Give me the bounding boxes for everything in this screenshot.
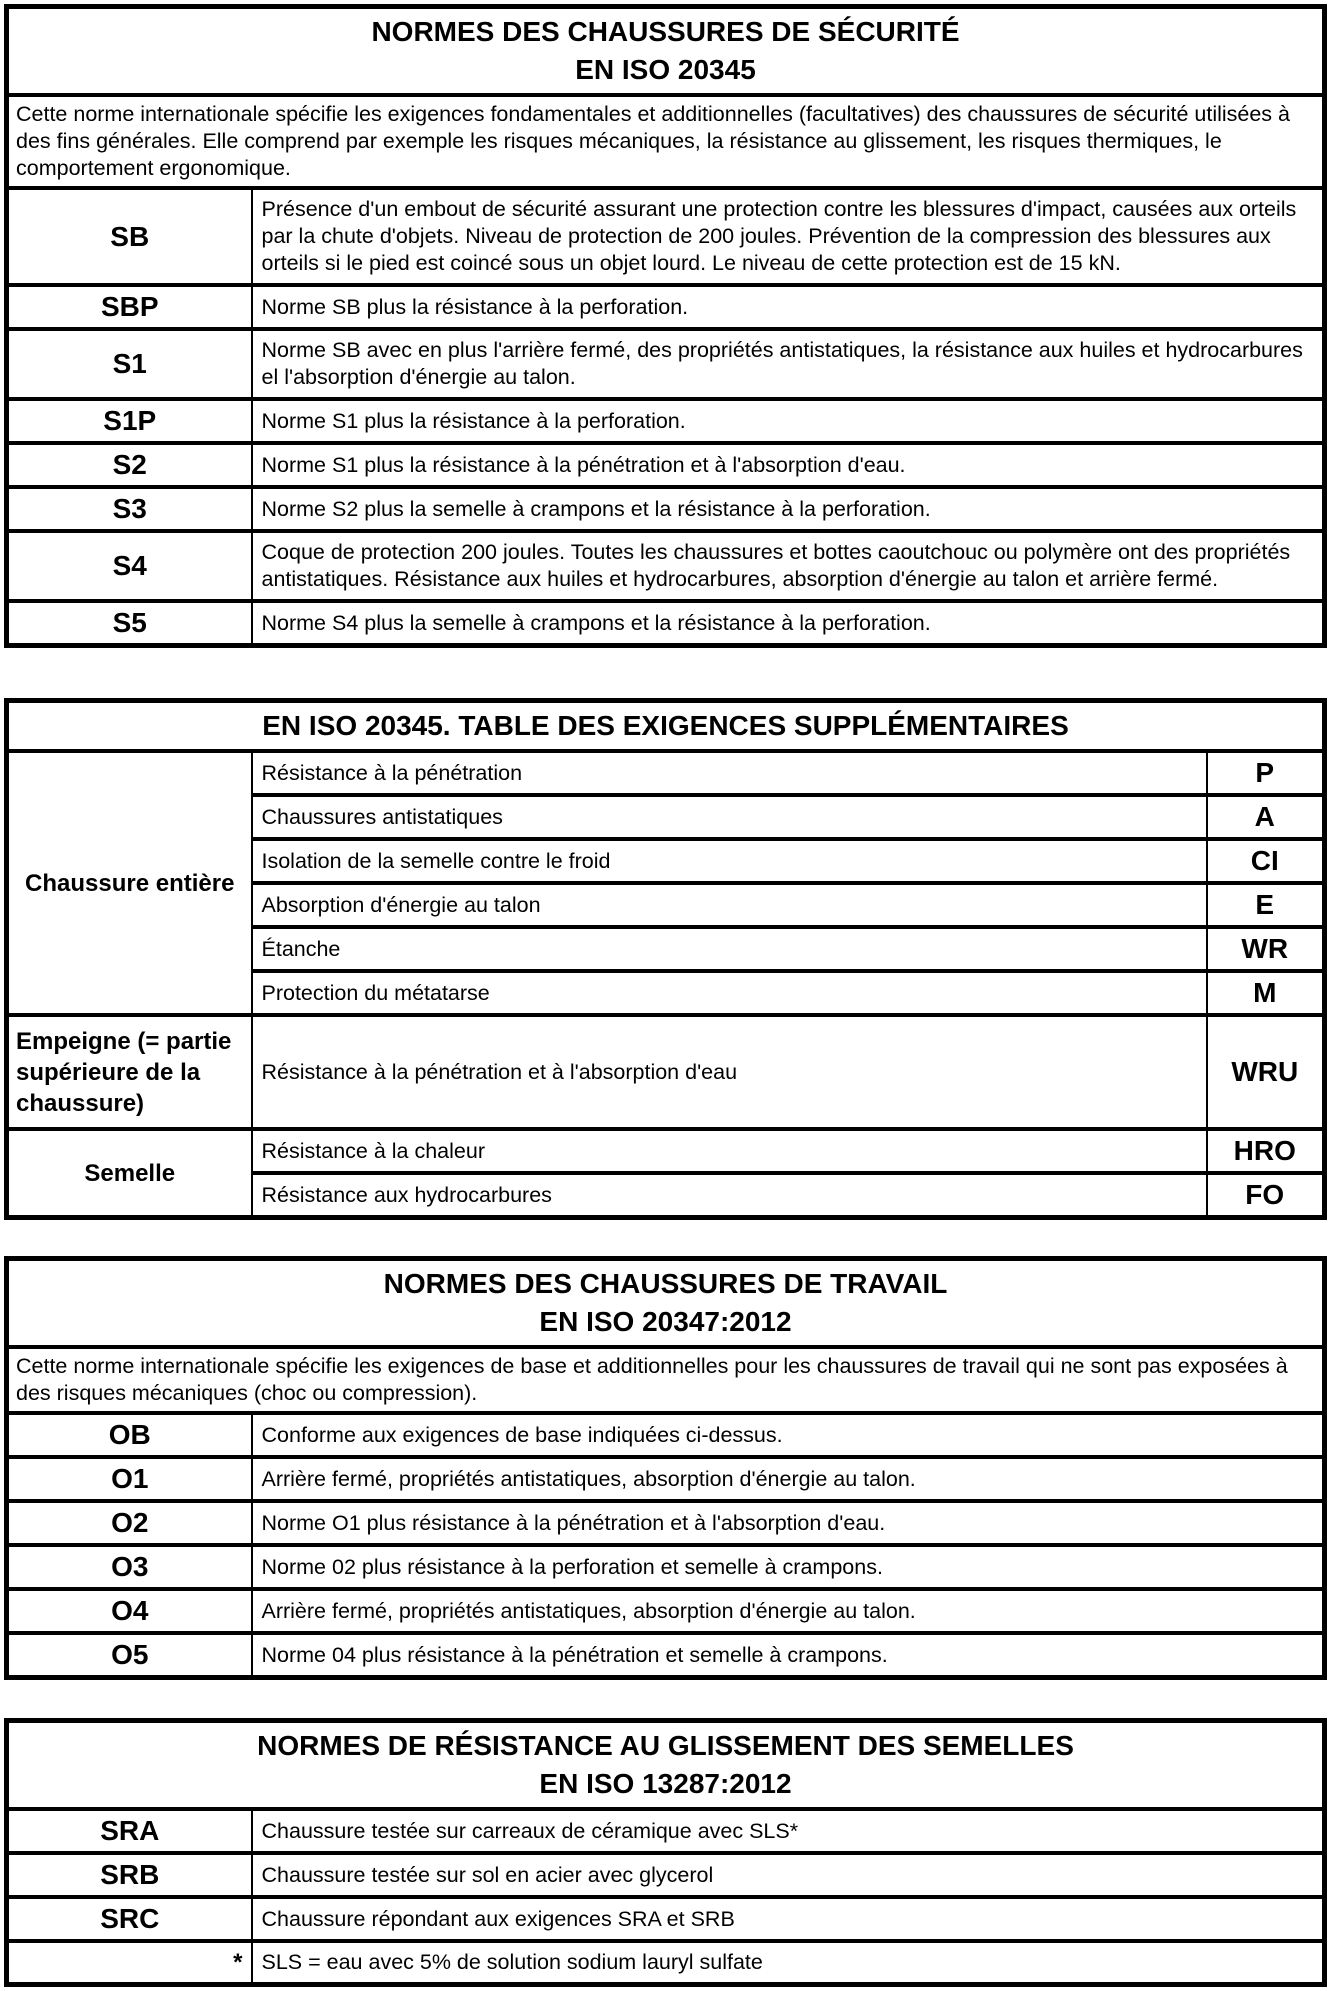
table-header-row: [7, 1259, 1325, 1348]
table-row-sbp: [7, 285, 1325, 329]
description-cell: Norme S4 plus la semelle à crampons et la résistance à la perforation.: [252, 601, 1325, 646]
description-cell: Norme S2 plus la semelle à crampons et la résistance à la perforation.: [252, 487, 1325, 531]
code-cell: M: [1207, 971, 1325, 1015]
description-cell: Norme SB avec en plus l'arrière fermé, des propriétés antistatiques, la résistance aux huiles et hydrocarbures el l'absorption d'énergie au talon.: [252, 329, 1325, 399]
table-intro-row: [7, 1347, 1325, 1413]
code-cell: SRC: [7, 1897, 252, 1941]
description-cell: Étanche: [252, 927, 1207, 971]
code-cell: O1: [7, 1457, 252, 1501]
table-intro-text: Cette norme internationale spécifie les exigences de base et additionnelles pour les chaussures de travail qui ne sont pas exposées à des risques mécaniques (choc ou compression).: [7, 1347, 1325, 1413]
description-cell: Protection du métatarse: [252, 971, 1207, 1015]
code-cell: CI: [1207, 839, 1325, 883]
description-cell: Résistance à la chaleur: [252, 1129, 1207, 1173]
description-cell: Présence d'un embout de sécurité assurant une protection contre les blessures d'impact, causées aux orteils par la chute d'objets. Niveau de protection de 200 joules. Prévention de la compression des blessures aux orteils si le pied est coincé sous un objet lourd. Le niveau de cette protection est de 15 kN.: [252, 188, 1325, 285]
code-cell: O4: [7, 1589, 252, 1633]
table-row-o4: [7, 1589, 1325, 1633]
code-cell: S5: [7, 601, 252, 646]
description-cell: Coque de protection 200 joules. Toutes les chaussures et bottes caoutchouc ou polymère ont des propriétés antistatiques. Résistance aux huiles et hydrocarbures, absorption d'énergie au talon et arrière fermé.: [252, 531, 1325, 601]
code-cell: S2: [7, 443, 252, 487]
table-row-s2: [7, 443, 1325, 487]
table-row-s1: [7, 329, 1325, 399]
description-cell: Arrière fermé, propriétés antistatiques, absorption d'énergie au talon.: [252, 1457, 1325, 1501]
table-row-wru: [7, 1015, 1325, 1129]
code-cell: O3: [7, 1545, 252, 1589]
code-cell: SRB: [7, 1853, 252, 1897]
code-cell: S3: [7, 487, 252, 531]
table-row-sb: [7, 188, 1325, 285]
description-cell: Chaussure testée sur sol en acier avec glycerol: [252, 1853, 1325, 1897]
code-cell: SB: [7, 188, 252, 285]
description-cell: Norme S1 plus la résistance à la perforation.: [252, 399, 1325, 443]
table-row-p: [7, 751, 1325, 795]
description-cell: Norme S1 plus la résistance à la pénétration et à l'absorption d'eau.: [252, 443, 1325, 487]
description-cell: Résistance à la pénétration et à l'absorption d'eau: [252, 1015, 1207, 1129]
table-row-o5: [7, 1633, 1325, 1678]
table-row-s1p: [7, 399, 1325, 443]
description-cell: Chaussures antistatiques: [252, 795, 1207, 839]
group-label-whole-shoe: Chaussure entière: [7, 751, 252, 1015]
table-row-o3: [7, 1545, 1325, 1589]
table-row-sra: [7, 1809, 1325, 1853]
table-row-s5: [7, 601, 1325, 646]
group-label-upper: Empeigne (= partie supérieure de la chaussure): [7, 1015, 252, 1129]
code-cell: S1: [7, 329, 252, 399]
code-cell: SRA: [7, 1809, 252, 1853]
description-cell: Norme SB plus la résistance à la perforation.: [252, 285, 1325, 329]
table-row-ob: [7, 1413, 1325, 1457]
table-header-cell: [7, 7, 1325, 96]
code-cell: O2: [7, 1501, 252, 1545]
description-cell: Norme O1 plus résistance à la pénétration et à l'absorption d'eau.: [252, 1501, 1325, 1545]
code-cell: P: [1207, 751, 1325, 795]
slip-resistance-standards-table: [4, 1718, 1327, 1987]
description-cell: Résistance à la pénétration: [252, 751, 1207, 795]
table-header-cell: [7, 1259, 1325, 1348]
description-cell: SLS = eau avec 5% de solution sodium lauryl sulfate: [252, 1941, 1325, 1985]
description-cell: Norme 02 plus résistance à la perforation et semelle à crampons.: [252, 1545, 1325, 1589]
table-title: NORMES DES CHAUSSURES DE TRAVAIL: [383, 1268, 948, 1299]
description-cell: Isolation de la semelle contre le froid: [252, 839, 1207, 883]
description-cell: Chaussure répondant aux exigences SRA et SRB: [252, 1897, 1325, 1941]
table-header-row: [7, 701, 1325, 752]
footnote-asterisk-cell: *: [7, 1941, 252, 1985]
table-row-o2: [7, 1501, 1325, 1545]
table-header-cell: [7, 1721, 1325, 1810]
description-cell: Absorption d'énergie au talon: [252, 883, 1207, 927]
code-cell: SBP: [7, 285, 252, 329]
code-cell: O5: [7, 1633, 252, 1678]
group-label-sole: Semelle: [7, 1129, 252, 1218]
table-row-hro: [7, 1129, 1325, 1173]
code-cell: OB: [7, 1413, 252, 1457]
table-row-srb: [7, 1853, 1325, 1897]
description-cell: Norme 04 plus résistance à la pénétration et semelle à crampons.: [252, 1633, 1325, 1678]
code-cell: HRO: [1207, 1129, 1325, 1173]
code-cell: WR: [1207, 927, 1325, 971]
table-header-row: [7, 7, 1325, 96]
table-subtitle: EN ISO 20347:2012: [539, 1306, 792, 1337]
code-cell: S1P: [7, 399, 252, 443]
table-subtitle: EN ISO 13287:2012: [539, 1768, 792, 1799]
table-row-s3: [7, 487, 1325, 531]
description-cell: Conforme aux exigences de base indiquées ci-dessus.: [252, 1413, 1325, 1457]
safety-footwear-standards-table: [4, 4, 1327, 648]
additional-requirements-table: [4, 698, 1327, 1220]
table-row-s4: [7, 531, 1325, 601]
table-intro-row: [7, 95, 1325, 188]
description-cell: Résistance aux hydrocarbures: [252, 1173, 1207, 1218]
table-title: EN ISO 20345. TABLE DES EXIGENCES SUPPLÉMENTAIRES: [262, 710, 1069, 741]
code-cell: A: [1207, 795, 1325, 839]
code-cell: WRU: [1207, 1015, 1325, 1129]
work-footwear-standards-table: [4, 1256, 1327, 1680]
table-row-o1: [7, 1457, 1325, 1501]
table-title: NORMES DES CHAUSSURES DE SÉCURITÉ: [371, 16, 960, 47]
code-cell: S4: [7, 531, 252, 601]
table-row-sls-footnote: [7, 1941, 1325, 1985]
code-cell: FO: [1207, 1173, 1325, 1218]
code-cell: E: [1207, 883, 1325, 927]
table-header-cell: [7, 701, 1325, 752]
table-header-row: [7, 1721, 1325, 1810]
description-cell: Chaussure testée sur carreaux de céramique avec SLS*: [252, 1809, 1325, 1853]
table-intro-text: Cette norme internationale spécifie les exigences fondamentales et additionnelles (facultatives) des chaussures de sécurité utilisées à des fins générales. Elle comprend par exemple les risques mécaniques, la résistance au glissement, les risques thermiques, le comportement ergonomique.: [7, 95, 1325, 188]
table-title: NORMES DE RÉSISTANCE AU GLISSEMENT DES SEMELLES: [257, 1730, 1074, 1761]
description-cell: Arrière fermé, propriétés antistatiques, absorption d'énergie au talon.: [252, 1589, 1325, 1633]
table-subtitle: EN ISO 20345: [575, 54, 756, 85]
table-row-src: [7, 1897, 1325, 1941]
